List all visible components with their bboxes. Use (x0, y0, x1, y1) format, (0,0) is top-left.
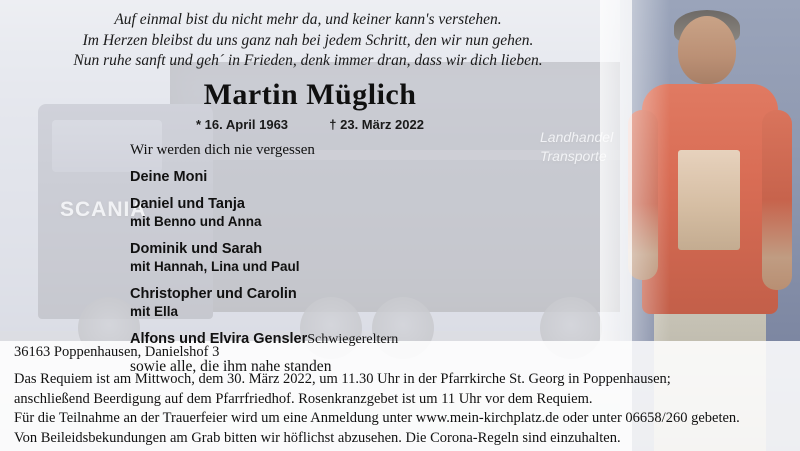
mourner-main: Dominik und Sarah (130, 241, 263, 257)
mourners-closing-line: sowie alle, die ihm nahe standen (130, 358, 332, 375)
verse-line-2: Im Herzen bleibst du uns ganz nah bei jedem Schritt, den wir nun gehen. (82, 31, 534, 49)
verse-line-1: Auf einmal bist du nicht mehr da, und keiner kann's verstehen. (114, 11, 502, 28)
mourner-main: Alfons und Elvira Gensler (130, 331, 308, 347)
birth-date: * 16. April 1963 (196, 117, 289, 132)
mourner-children: mit Ella (130, 304, 179, 319)
mourner-entry (130, 285, 600, 321)
mourners-lead-line: Wir werden dich nie vergessen (130, 142, 315, 158)
mourners-block (130, 142, 600, 376)
service-details-line-3: Für die Teilnahme an der Trauerfeier wird um eine Anmeldung unter www.mein-kirchplatz.de oder unter 06658/260 gebeten. (14, 410, 740, 426)
verse-line-3: Nun ruhe sanft und geh´ in Frieden, denk immer dran, dass wir dich lieben. (73, 52, 543, 69)
address-line: 36163 Poppenhausen, Danielshof 3 (14, 344, 220, 360)
mourner-entry (130, 168, 600, 186)
service-details-line-1: Das Requiem ist am Mittwoch, dem 30. März 2022, um 11.30 Uhr in der Pfarrkirche St. Georg in Poppenhausen; (14, 371, 671, 387)
mourner-children: mit Benno und Anna (130, 214, 262, 229)
deceased-name: Martin Müglich (203, 78, 417, 111)
mourner-main: Daniel und Tanja (130, 196, 245, 212)
death-date: † 23. März 2022 (329, 117, 424, 132)
service-details (14, 370, 792, 448)
mourner-children: mit Hannah, Lina und Paul (130, 259, 300, 274)
mourner-main: Christopher und Carolin (130, 286, 297, 302)
mourner-entry (130, 240, 600, 276)
mourner-entry (130, 195, 600, 231)
service-details-line-4: Von Beileidsbekundungen am Grab bitten wir höflichst abzusehen. Die Corona-Regeln sind einzuhalten. (14, 429, 621, 446)
service-details-line-2: anschließend Beerdigung auf dem Pfarrfriedhof. Rosenkranzgebet ist um 11 Uhr vor dem Requiem. (14, 390, 593, 407)
mourner-role: Schwiegereltern (307, 332, 399, 347)
verse-block (28, 10, 588, 72)
mourner-main: Deine Moni (130, 169, 208, 185)
life-dates (0, 117, 620, 132)
